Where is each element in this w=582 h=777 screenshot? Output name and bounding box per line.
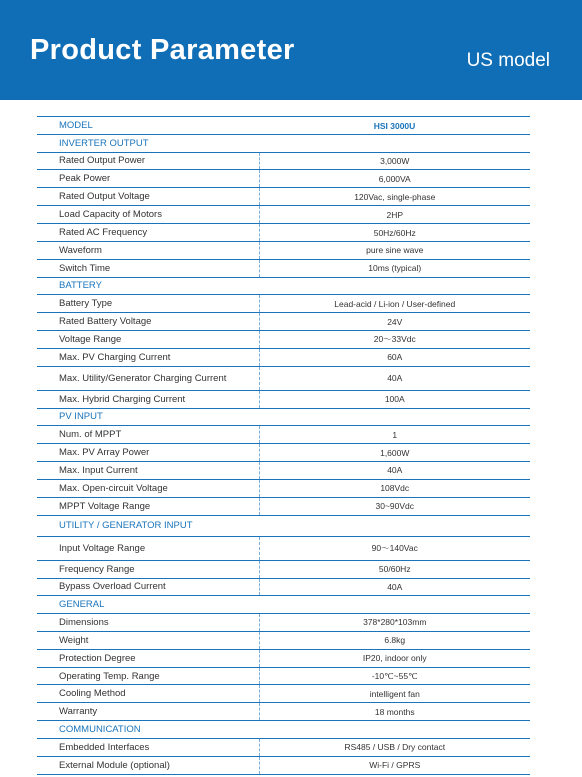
table-row — [37, 756, 530, 774]
row-label: Operating Temp. Range — [59, 670, 160, 682]
row-label: Embedded Interfaces — [59, 741, 150, 753]
page-title: Product Parameter — [30, 34, 295, 66]
section-header — [37, 408, 530, 426]
table-row — [37, 631, 530, 649]
row-label: MPPT Voltage Range — [59, 500, 151, 512]
model-row — [37, 117, 530, 135]
table-row — [37, 348, 530, 366]
table-row — [37, 152, 530, 170]
page-subtitle: US model — [466, 50, 550, 71]
row-label: Rated Output Power — [59, 155, 146, 167]
row-value: 90～140Vac — [259, 536, 530, 560]
row-label: Load Capacity of Motors — [59, 209, 162, 221]
section-title: GENERAL — [59, 599, 105, 611]
section-header — [37, 596, 530, 614]
row-label: Max. Open-circuit Voltage — [59, 482, 168, 494]
row-label: Num. of MPPT — [59, 429, 122, 441]
row-value: Wi-Fi / GPRS — [259, 756, 530, 774]
row-label: Frequency Range — [59, 563, 135, 575]
row-label: Rated AC Frequency — [59, 227, 148, 238]
table-row — [37, 241, 530, 259]
table-row — [37, 444, 530, 462]
row-label: Peak Power — [59, 173, 111, 185]
row-value: IP20, indoor only — [259, 649, 530, 667]
spec-table — [37, 116, 530, 775]
table-row — [37, 224, 530, 242]
section-title: PV INPUT — [59, 411, 103, 423]
table-row — [37, 295, 530, 313]
row-value: 2HP — [259, 206, 530, 224]
row-value: 24V — [259, 313, 530, 331]
section-header — [37, 515, 530, 536]
table-row — [37, 366, 530, 390]
table-row — [37, 313, 530, 331]
table-row — [37, 536, 530, 560]
table-row — [37, 497, 530, 515]
row-value: 40A — [259, 578, 530, 596]
table-row — [37, 649, 530, 667]
row-value: 10ms (typical) — [259, 259, 530, 277]
table-row — [37, 259, 530, 277]
row-label: Warranty — [59, 706, 98, 718]
table-row — [37, 390, 530, 408]
row-value: 1 — [259, 426, 530, 444]
row-label: Rated Battery Voltage — [59, 316, 152, 328]
row-value: 50/60Hz — [259, 560, 530, 578]
row-label: Max. Utility/Generator Charging Current — [59, 372, 227, 384]
row-label: Cooling Method — [59, 688, 126, 700]
row-label: Max. PV Charging Current — [59, 351, 171, 363]
row-value: RS485 / USB / Dry contact — [259, 738, 530, 756]
row-label: Waveform — [59, 244, 102, 256]
model-label: MODEL — [59, 120, 93, 131]
row-value: 18 months — [259, 703, 530, 721]
row-label: Rated Output Voltage — [59, 191, 150, 203]
row-label: Input Voltage Range — [59, 542, 146, 554]
row-value: 20～33Vdc — [259, 331, 530, 349]
row-value: 50Hz/60Hz — [259, 224, 530, 242]
table-row — [37, 331, 530, 349]
row-value: 30~90Vdc — [259, 497, 530, 515]
table-row — [37, 170, 530, 188]
table-row — [37, 738, 530, 756]
row-value: 40A — [259, 461, 530, 479]
table-row — [37, 560, 530, 578]
row-value: 378*280*103mm — [259, 613, 530, 631]
row-value: 6,000VA — [259, 170, 530, 188]
row-value: 1,600W — [259, 444, 530, 462]
model-value: HSI 3000U — [373, 120, 416, 131]
row-label: Max. Hybrid Charging Current — [59, 393, 186, 405]
row-value: 40A — [259, 366, 530, 390]
row-value: 108Vdc — [259, 479, 530, 497]
section-title: COMMUNICATION — [59, 724, 141, 736]
row-label: Bypass Overload Current — [59, 581, 166, 593]
table-row — [37, 479, 530, 497]
row-label: Switch Time — [59, 262, 111, 274]
section-title: INVERTER OUTPUT — [59, 137, 149, 149]
table-row — [37, 685, 530, 703]
table-row — [37, 667, 530, 685]
row-label: Weight — [59, 634, 89, 646]
row-label: Dimensions — [59, 616, 109, 628]
section-header — [37, 721, 530, 739]
spec-table-body — [37, 117, 530, 775]
row-value: 6.8kg — [259, 631, 530, 649]
section-header — [37, 135, 530, 153]
section-header — [37, 277, 530, 295]
row-value: 100A — [259, 390, 530, 408]
table-row — [37, 613, 530, 631]
section-title: UTILITY / GENERATOR INPUT — [59, 520, 193, 532]
row-value: 3,000W — [259, 152, 530, 170]
row-value: 120Vac, single-phase — [259, 188, 530, 206]
table-row — [37, 188, 530, 206]
row-label: Protection Degree — [59, 652, 136, 664]
page-header — [0, 0, 582, 100]
row-label: Voltage Range — [59, 333, 122, 345]
row-label: Max. PV Array Power — [59, 447, 150, 459]
row-value: -10℃~55℃ — [259, 667, 530, 685]
table-row — [37, 206, 530, 224]
table-row — [37, 461, 530, 479]
row-value: Lead-acid / Li-ion / User-defined — [259, 295, 530, 313]
row-value: intelligent fan — [259, 685, 530, 703]
row-value: pure sine wave — [259, 241, 530, 259]
table-row — [37, 703, 530, 721]
table-row — [37, 578, 530, 596]
table-row — [37, 426, 530, 444]
row-label: External Module (optional) — [59, 759, 170, 771]
row-label: Battery Type — [59, 298, 113, 310]
row-value: 60A — [259, 348, 530, 366]
section-title: BATTERY — [59, 280, 102, 292]
row-label: Max. Input Current — [59, 464, 138, 476]
